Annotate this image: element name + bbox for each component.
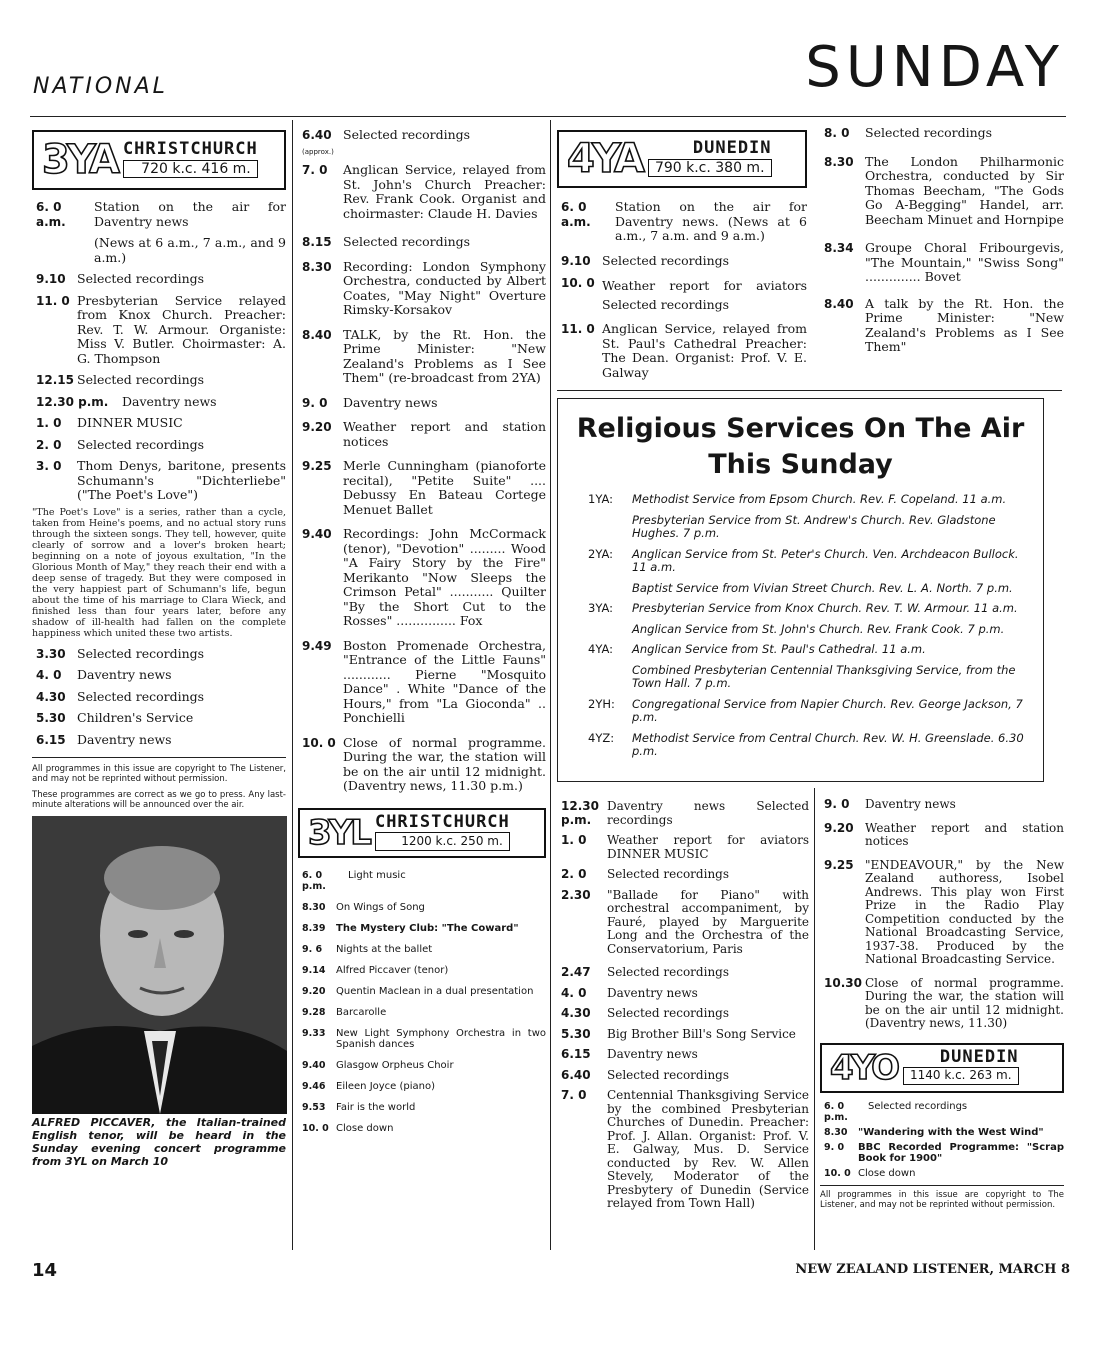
programme-entry: 5.30 Big Brother Bill's Song Service	[561, 1026, 796, 1041]
city-name: DUNEDIN	[939, 1046, 1019, 1067]
programme-entry: 8.39 The Mystery Club: "The Coward"	[302, 922, 519, 934]
programme-entry: 12.15 Selected recordings	[36, 372, 205, 387]
programme-entry: 2.47 Selected recordings	[561, 965, 730, 979]
programme-entry: 9.49 Boston Promenade Orchestra, "Entrance of the Little Fauns" ............ Pierne "Mosquito Dance" . White "Dance of the Hours," from "La Gioconda" .. Ponchielli	[302, 637, 546, 725]
column-divider-2	[550, 120, 551, 1250]
programme-entry: 9.20 Weather report and station notices	[302, 419, 546, 449]
religious-services-box	[557, 398, 1044, 782]
programme-entry: 6.40 Selected recordings	[561, 1067, 730, 1082]
programme-entry: 6.40 (approx.) Selected recordings	[302, 127, 471, 156]
frequency: 720 k.c. 416 m.	[123, 160, 258, 179]
city-name: CHRISTCHURCH	[374, 811, 510, 832]
programme-entry: 6.15 Daventry news	[561, 1047, 698, 1061]
programme-entry: 9.20 Weather report and station notices	[824, 820, 1064, 848]
programme-entry: 3.30 Selected recordings	[36, 645, 205, 661]
divider	[32, 757, 286, 758]
programme-entry: 8.30 The London Philharmonic Orchestra, conducted by Sir Thomas Beecham, "The Gods Go A-Begging" Handel, arr. Beecham Minuet and Hornpipe	[824, 153, 1064, 227]
divider	[820, 1185, 1064, 1186]
box-title: Religious Services On The Air	[576, 413, 1025, 444]
service-item: 2YH: Congregational Service from Napier Church. Rev. George Jackson, 7 p.m.	[588, 696, 1023, 724]
callsign: 4YA	[567, 136, 642, 182]
programme-entry: 9. 0 BBC Recorded Programme: "Scrap Book for 1900"	[824, 1141, 1064, 1164]
programme-entry: 6. 0 a.m. Station on the air for Daventry news	[36, 199, 286, 229]
programme-entry: 2. 0 Selected recordings	[561, 867, 730, 881]
programme-entry: 8.30 On Wings of Song	[302, 901, 425, 913]
programme-entry: 10. 0 Weather report for aviators Selected recordings	[561, 276, 807, 312]
city-name: DUNEDIN	[692, 138, 772, 158]
programme-entry: 4.30 Selected recordings	[561, 1006, 730, 1020]
callsign: 4YO	[830, 1047, 897, 1088]
magazine-footer: NEW ZEALAND LISTENER, MARCH 8	[795, 1262, 1070, 1277]
frequency: 1140 k.c. 263 m.	[903, 1067, 1019, 1085]
programme-entry: 9. 0 Daventry news	[302, 394, 438, 410]
programme-entry: 10. 0 Close down	[302, 1122, 394, 1134]
programme-entry: 8.30 Recording: London Symphony Orchestra, conducted by Albert Coates, "May Night" Overture Rimsky-Korsakov	[302, 258, 546, 317]
programme-entry: 1. 0 Weather report for aviators DINNER MUSIC	[561, 833, 809, 861]
column-4ya	[557, 130, 807, 387]
programme-entry: (News at 6 a.m., 7 a.m., and 9 a.m.)	[94, 235, 286, 265]
programme-entry: 9.28 Barcarolle	[302, 1006, 387, 1018]
programme-entry: 4. 0 Daventry news	[36, 667, 172, 682]
programme-entry: 2.30 "Ballade for Piano" with orchestral accompaniment, by Fauré, played by Marguerite Long and the Orchestra of the Conservatorium, Paris	[561, 887, 809, 956]
service-item: 2YA: Anglican Service from St. Peter's Church. Ven. Archdeacon Bullock. 11 a.m.	[588, 546, 1019, 574]
programme-entry: 9.25 Merle Cunningham (pianoforte recital), "Petite Suite" .... Debussy En Bateau Cortege Menuet Ballet	[302, 458, 546, 517]
programme-entry: 9.46 Eileen Joyce (piano)	[302, 1080, 436, 1092]
programme-entry: 6. 0 p.m. Light music	[302, 869, 406, 892]
copyright-notice: All programmes in this issue are copyright to The Listener, and may not be reprinted without permission.	[820, 1189, 1064, 1210]
programme-entry: 8.15 Selected recordings	[302, 234, 471, 249]
programme-entry: 8.40 A talk by the Rt. Hon. the Prime Minister: "New Zealand's Problems as I See Them"	[824, 295, 1064, 354]
programme-entry: 9.40 Glasgow Orpheus Choir	[302, 1059, 454, 1071]
column-3ya-continued	[298, 128, 546, 1144]
service-item: Anglican Service from St. John's Church. Rev. Frank Cook. 7 p.m.	[632, 621, 1005, 636]
programme-entry: 9.20 Quentin Maclean in a dual presentation	[302, 985, 534, 997]
station-logo-4yo	[820, 1043, 1064, 1093]
station-logo-4ya	[557, 130, 807, 188]
programme-entry: 6. 0 a.m. Station on the air for Daventry news. (News at 6 a.m., 7 a.m. and 9 a.m.)	[561, 199, 807, 243]
programme-entry: 9.25 "ENDEAVOUR," by the New Zealand authoress, Isobel Andrews. This play won First Prize in the Radio Play Competition conducted by the National Broadcasting Service, 1937-38. Produced by the National Broadcasting Service.	[824, 857, 1064, 966]
station-logo-3ya	[32, 130, 286, 190]
programme-entry: 1. 0 DINNER MUSIC	[36, 415, 183, 430]
column-divider-1	[292, 120, 293, 1250]
city-name: CHRISTCHURCH	[122, 139, 258, 159]
photo-caption: ALFRED PICCAVER, the Italian-trained English tenor, will be heard in the Sunday evening concert programme from 3YL on March 10	[32, 1116, 286, 1168]
programme-entry: 4. 0 Daventry news	[561, 985, 698, 1000]
programme-entry: 9.33 New Light Symphony Orchestra in two Spanish dances	[302, 1027, 546, 1050]
callsign: 3YA	[42, 137, 117, 183]
column-4ya-evening	[820, 798, 1064, 1216]
frequency: 790 k.c. 380 m.	[648, 159, 772, 178]
programme-entry: 10.30 Close of normal programme. During the war, the station will be on the air until 12 midnight. (Daventry news, 11.30)	[824, 975, 1064, 1030]
programme-entry: 6.15 Daventry news	[36, 731, 172, 747]
programme-entry: 9.40 Recordings: John McCormack (tenor), "Devotion" ......... Wood "A Fairy Story by the Fire" Merikanto "Now Sleeps the Crimson Petal" ........... Quilter "By the Short Cut to the Rosses" ............... Fox	[302, 526, 546, 628]
divider	[557, 390, 1062, 391]
press-notice: These programmes are correct as we go to press. Any last-minute alterations will be announced over the air.	[32, 790, 286, 810]
service-item: Presbyterian Service from St. Andrew's Church. Rev. Gladstone Hughes. 7 p.m.	[632, 512, 996, 540]
service-item: Baptist Service from Vivian Street Church. Rev. L. A. North. 7 p.m.	[632, 580, 1013, 595]
service-item: 1YA: Methodist Service from Epsom Church. Rev. F. Copeland. 11 a.m.	[588, 492, 1007, 506]
section-label: NATIONAL	[33, 74, 168, 99]
portrait-illustration	[32, 816, 287, 1114]
station-logo-3yl	[298, 808, 546, 858]
programme-entry: 7. 0 Anglican Service, relayed from St. John's Church Preacher: Rev. Frank Cook. Organist and choirmaster: Claude H. Davies	[302, 162, 546, 221]
programme-entry: 7. 0 Centennial Thanksgiving Service by the combined Presbyterian Churches of Dunedin. Preacher: Prof. J. Allan. Organist: Prof. V. E. Galway, Mus. D. Service conducted by Rev. W. Allen Stevely, Moderator of the Presbytery of Dunedin (Service relayed from Town Hall)	[561, 1088, 809, 1210]
programme-entry: 3. 0 Thom Denys, baritone, presents Schumann's "Dichterliebe" ("The Poet's Love")	[36, 458, 286, 502]
column-4ya-afternoon	[557, 800, 809, 1218]
programme-entry: 9. 6 Nights at the ballet	[302, 943, 433, 955]
page-day-title: SUNDAY	[805, 35, 1064, 100]
programme-entry: 2. 0 Selected recordings	[36, 436, 205, 452]
callsign: 3YL	[308, 812, 369, 853]
programme-entry: 12.30 p.m. Daventry news	[36, 393, 217, 409]
programme-entry: 10. 0 Close down	[824, 1167, 916, 1179]
frequency: 1200 k.c. 250 m.	[375, 832, 510, 851]
copyright-notice: All programmes in this issue are copyright to The Listener, and may not be reprinted without permission.	[32, 764, 286, 784]
column-divider-3	[814, 788, 815, 1250]
service-item: Combined Presbyterian Centennial Thanksgiving Service, from the Town Hall. 7 p.m.	[632, 662, 1016, 690]
programme-entry: 11. 0 Presbyterian Service relayed from Knox Church. Preacher: Rev. T. W. Armour. Organiste: Miss V. Butler. Choirmaster: A. G. Thompson	[36, 292, 286, 366]
portrait-photo	[32, 816, 287, 1114]
programme-entry: 9.10 Selected recordings	[561, 252, 730, 268]
programme-entry: 8.34 Groupe Choral Fribourgevis, "The Mountain," "Swiss Song" .............. Bovet	[824, 240, 1064, 284]
programme-entry: 11. 0 Anglican Service, relayed from St. Paul's Cathedral Preacher: The Dean. Organist: Prof. V. E. Galway	[561, 321, 807, 380]
page-number: 14	[32, 1260, 58, 1281]
programme-entry: 6. 0 p.m. Selected recordings	[824, 1100, 968, 1123]
header-rule	[30, 116, 1066, 117]
programme-entry: 9.53 Fair is the world	[302, 1101, 416, 1113]
programme-entry: 8.30 "Wandering with the West Wind"	[824, 1126, 1044, 1138]
box-subtitle: This Sunday	[708, 449, 893, 480]
programme-entry: 5.30 Children's Service	[36, 710, 194, 725]
programme-entry: 9. 0 Daventry news	[824, 797, 956, 811]
programme-entry: 8.40 TALK, by the Rt. Hon. the Prime Minister: "New Zealand's Problems as I See Them" (re-broadcast from 2YA)	[302, 326, 546, 385]
programme-entry: 8. 0 Selected recordings	[824, 125, 993, 140]
column-4ya-continued	[820, 126, 1064, 362]
programme-entry: 10. 0 Close of normal programme. During the war, the station will be on the air until 12 midnight. (Daventry news, 11.30 p.m.)	[302, 734, 546, 793]
programme-entry: 9.14 Alfred Piccaver (tenor)	[302, 964, 449, 976]
column-3ya	[32, 130, 286, 1168]
service-item: 4YZ: Methodist Service from Central Church. Rev. W. H. Greenslade. 6.30 p.m.	[588, 730, 1024, 758]
programme-entry: 9.10 Selected recordings	[36, 271, 205, 286]
service-item: 3YA: Presbyterian Service from Knox Church. Rev. T. W. Armour. 11 a.m.	[588, 601, 1018, 615]
programme-note: "The Poet's Love" is a series, rather than a cycle, taken from Heine's poems, and no actual story runs through the sixteen songs. They tell, however, quite clearly of sorrow and a lover's broken heart; beginning on a note of joyous exultation, "In the Glorious Month of May," they reach their end with a deep sense of tragedy. But they were composed in the very happiest part of Schumann's life, begun about the time of his marriage to Clara Wieck, and finished less than four years later, before any shadow of ill-health had fallen on the complete happiness which united these two artists.	[32, 506, 286, 639]
service-item: 4YA: Anglican Service from St. Paul's Cathedral. 11 a.m.	[588, 642, 926, 656]
programme-entry: 12.30 p.m. Daventry news Selected recordings	[561, 799, 809, 827]
programme-entry: 4.30 Selected recordings	[36, 688, 205, 704]
